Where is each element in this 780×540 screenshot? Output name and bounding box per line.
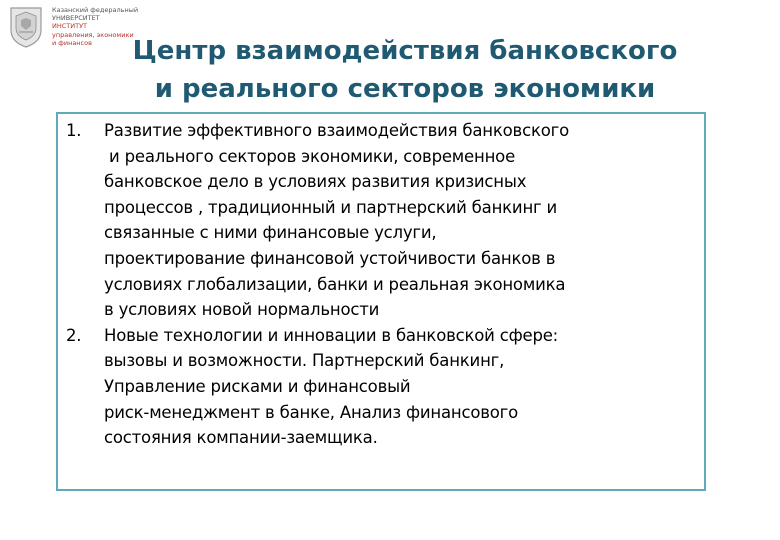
list-item [58,323,706,451]
list-item-line: связанные с ними финансовые услуги, [104,223,437,243]
logo-line-institute-2: управления, экономики [52,30,134,39]
list-item-line: в условиях новой нормальности [104,300,380,320]
logo-line-institute: ИНСТИТУТ [52,22,88,31]
list-item-line: процессов , традиционный и партнерский банкинг и [104,197,558,217]
list-item-line: Новые технологии и инновации в банковской сфере: [104,325,559,345]
research-topics-box [56,112,706,491]
logo-line-university-2: УНИВЕРСИТЕТ [52,14,100,23]
page-title [60,32,750,108]
research-topics-list [58,118,706,451]
list-item-line: Управление рисками и финансовый [104,376,411,396]
university-emblem-icon [8,6,44,48]
list-item-number: 1. [66,121,82,140]
logo-line-university: Казанский федеральный [52,6,139,14]
page-title-line-1: Центр взаимодействия банковского [132,36,678,66]
list-item-line: состояния компании-заемщика. [104,428,378,448]
list-item [58,118,706,323]
list-item-line: банковское дело в условиях развития кризисных [104,172,527,192]
logo-line-institute-3: и финансов [52,38,92,47]
list-item-line: Развитие эффективного взаимодействия банковского [104,121,569,140]
list-item-line: проектирование финансовой устойчивости банков в [104,248,556,268]
list-item-line: условиях глобализации, банки и реальная экономика [104,274,566,294]
list-item-number: 2. [66,325,82,345]
page-title-line-2: и реального секторов экономики [154,74,656,104]
list-item-line: вызовы и возможности. Партнерский банкинг, [104,351,505,371]
list-item-line: и реального секторов экономики, современное [104,146,516,166]
list-item-line: риск-менеджмент в банке, Анализ финансового [104,402,519,422]
